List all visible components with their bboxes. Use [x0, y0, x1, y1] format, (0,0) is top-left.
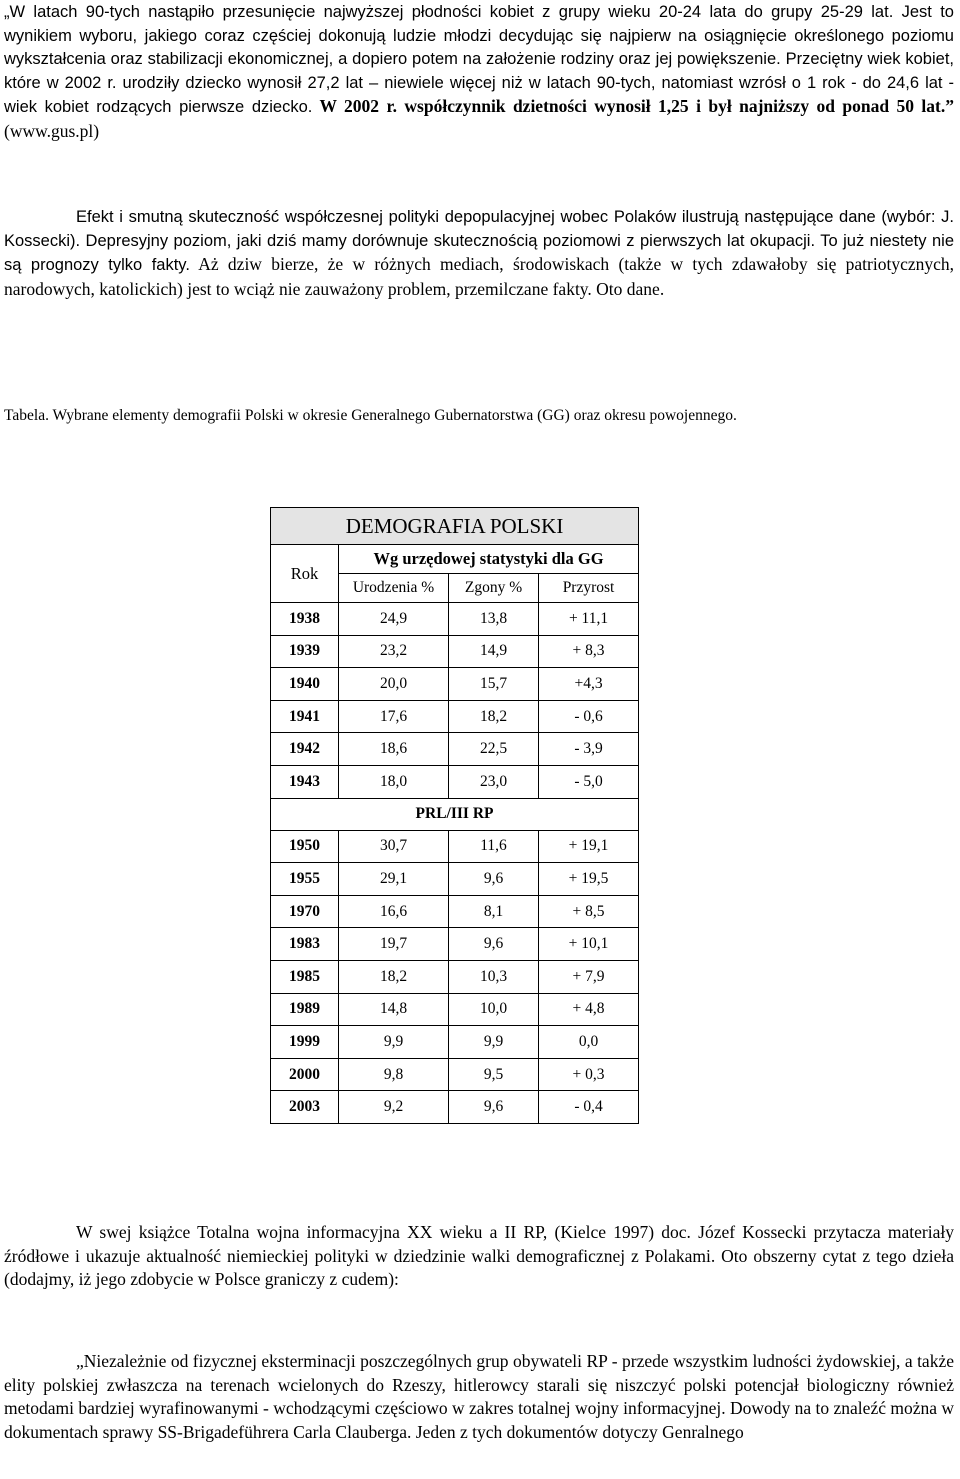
book-paragraph: [4, 1221, 954, 1292]
intro-paragraph: [4, 1, 954, 144]
table-row: [271, 1026, 639, 1059]
growth-cell: + 0,3: [539, 1058, 639, 1091]
year-cell: 1941: [271, 700, 339, 733]
births-cell: 9,8: [339, 1058, 449, 1091]
year-cell: 1985: [271, 960, 339, 993]
growth-cell: + 7,9: [539, 960, 639, 993]
growth-cell: + 19,5: [539, 863, 639, 896]
effect-part-2: Aż dziw bierze, że w różnych mediach, środowiskach (także w tych zdawałoby się patriotycznych, narodowych, katolickich) jest to wciąż nie zauważony problem, przemilczane fakty. Oto dane.: [4, 254, 954, 299]
deaths-cell: 9,6: [449, 1091, 539, 1124]
year-cell: 1938: [271, 603, 339, 636]
year-cell: 1942: [271, 733, 339, 766]
growth-cell: - 0,6: [539, 700, 639, 733]
growth-cell: - 5,0: [539, 765, 639, 798]
year-column-header: Rok: [271, 545, 339, 603]
deaths-cell: 10,3: [449, 960, 539, 993]
year-cell: 1940: [271, 668, 339, 701]
deaths-column-header: Zgony %: [449, 574, 539, 603]
births-cell: 19,7: [339, 928, 449, 961]
growth-cell: 0,0: [539, 1026, 639, 1059]
births-cell: 18,6: [339, 733, 449, 766]
table-row: [271, 700, 639, 733]
births-cell: 20,0: [339, 668, 449, 701]
table-row: [271, 1058, 639, 1091]
effect-paragraph: [4, 206, 954, 302]
growth-cell: - 0,4: [539, 1091, 639, 1124]
deaths-cell: 23,0: [449, 765, 539, 798]
year-cell: 1950: [271, 830, 339, 863]
growth-cell: + 4,8: [539, 993, 639, 1026]
births-cell: 14,8: [339, 993, 449, 1026]
year-cell: 2000: [271, 1058, 339, 1091]
table-row: [271, 733, 639, 766]
births-column-header: Urodzenia %: [339, 574, 449, 603]
growth-cell: + 8,3: [539, 635, 639, 668]
births-cell: 18,0: [339, 765, 449, 798]
table-row: [271, 635, 639, 668]
growth-cell: +4,3: [539, 668, 639, 701]
quote-paragraph: [4, 1350, 954, 1444]
deaths-cell: 14,9: [449, 635, 539, 668]
births-cell: 30,7: [339, 830, 449, 863]
table-row: [271, 668, 639, 701]
year-cell: 1989: [271, 993, 339, 1026]
effect-part-1: Efekt i smutną skuteczność współczesnej polityki depopulacyjnej wobec Polaków ilustrują następujące dane (wybór: J. Kossecki). Depresyjny poziom, jaki dziś mamy dorównuje skutecznością poziomowi z pierwszych lat okupacji. To już niestety nie są prognozy tylko fakty.: [4, 208, 954, 274]
births-cell: 9,2: [339, 1091, 449, 1124]
year-cell: 1999: [271, 1026, 339, 1059]
table-row: [271, 960, 639, 993]
births-cell: 18,2: [339, 960, 449, 993]
year-cell: 1955: [271, 863, 339, 896]
growth-cell: + 11,1: [539, 603, 639, 636]
deaths-cell: 8,1: [449, 895, 539, 928]
births-cell: 24,9: [339, 603, 449, 636]
deaths-cell: 15,7: [449, 668, 539, 701]
intro-bold-statement: W 2002 r. współczynnik dzietności wynosił 1,25 i był najniższy od ponad 50 lat.”: [312, 96, 954, 116]
year-cell: 1939: [271, 635, 339, 668]
growth-column-header: Przyrost: [539, 574, 639, 603]
demography-table: [270, 507, 639, 1124]
table-row: [271, 993, 639, 1026]
intro-part-1: „W latach 90-tych nastąpiło przesunięcie najwyższej płodności kobiet z grupy wieku 20-24 lata do grupy 25-29 lat. Jest to wynikiem wyboru, jakiego coraz częściej dokonują ludzie młodzi decydując się najpierw na osiągnięcie określonego poziomu wykształcenia oraz stabilizacji ekonomicznej, a dopiero potem na założenie rodziny oraz jej powiększenie.: [4, 3, 954, 68]
deaths-cell: 9,5: [449, 1058, 539, 1091]
growth-cell: + 19,1: [539, 830, 639, 863]
group-header: Wg urzędowej statystyki dla GG: [339, 545, 639, 574]
births-cell: 29,1: [339, 863, 449, 896]
table-row: [271, 1091, 639, 1124]
table-row: [271, 895, 639, 928]
deaths-cell: 9,9: [449, 1026, 539, 1059]
table-row: [271, 830, 639, 863]
quote-paragraph-text: „Niezależnie od fizycznej eksterminacji poszczególnych grup obywateli RP - przede wszystkim ludności żydowskiej, a także elity polskiej zwłaszcza na terenach wcielonych do Rzeszy, hitlerowcy starali się niszczyć polski potencjał biologiczny również metodami bardziej wyrafinowanymi - wchodzącymi częściowo w zakres totalnej wojny informacyjnej. Dowody na to znaleźć można w dokumentach sprawy SS-Brigadeführera Carla Clauberga. Jeden z tych dokumentów dotyczy Genralnego: [4, 1351, 955, 1442]
year-cell: 1983: [271, 928, 339, 961]
growth-cell: - 3,9: [539, 733, 639, 766]
growth-cell: + 8,5: [539, 895, 639, 928]
year-cell: 1970: [271, 895, 339, 928]
table-row: [271, 603, 639, 636]
deaths-cell: 9,6: [449, 928, 539, 961]
births-cell: 23,2: [339, 635, 449, 668]
intro-source: (www.gus.pl): [4, 120, 100, 141]
deaths-cell: 22,5: [449, 733, 539, 766]
year-cell: 2003: [271, 1091, 339, 1124]
intro-part-2: Przeciętny wiek kobiet, które w 2002 r. urodziły dziecko wynosił 27,2 lat – niewiele więcej niż w latach 90-tych, natomiast wzrósł o 1 rok - do 24,6 lat - wiek kobiet rodzących pierwsze dziecko.: [4, 50, 954, 116]
table-row: [271, 765, 639, 798]
table-row: [271, 863, 639, 896]
births-cell: 16,6: [339, 895, 449, 928]
table-title: DEMOGRAFIA POLSKI: [271, 508, 639, 545]
table-caption: Tabela. Wybrane elementy demografii Polski w okresie Generalnego Gubernatorstwa (GG) oraz okresu powojennego.: [4, 407, 737, 424]
deaths-cell: 9,6: [449, 863, 539, 896]
growth-cell: + 10,1: [539, 928, 639, 961]
table-row: [271, 928, 639, 961]
book-paragraph-text: W swej książce Totalna wojna informacyjna XX wieku a II RP, (Kielce 1997) doc. Józef Kossecki przytacza materiały źródłowe i ukazuje aktualność niemieckiej polityki w dziedzinie walki demograficznej z Polakami. Oto obszerny cytat z tego dzieła (dodajmy, iż jego zdobycie w Polsce graniczy z cudem):: [4, 1222, 954, 1289]
year-cell: 1943: [271, 765, 339, 798]
births-cell: 9,9: [339, 1026, 449, 1059]
deaths-cell: 11,6: [449, 830, 539, 863]
births-cell: 17,6: [339, 700, 449, 733]
section-label: PRL/III RP: [271, 798, 639, 830]
deaths-cell: 13,8: [449, 603, 539, 636]
deaths-cell: 10,0: [449, 993, 539, 1026]
deaths-cell: 18,2: [449, 700, 539, 733]
